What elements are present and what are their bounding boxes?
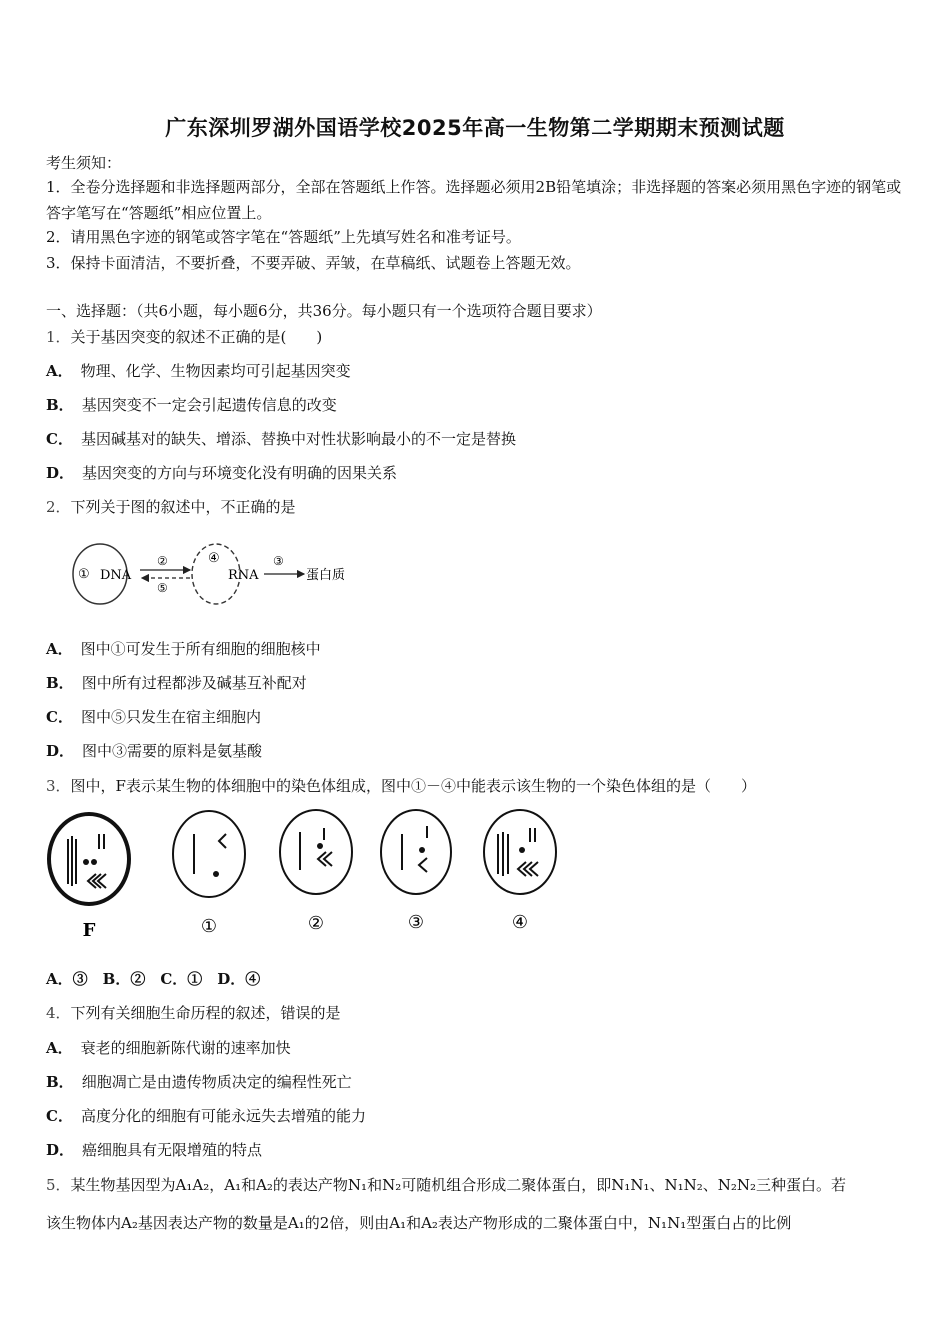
label-f: F xyxy=(82,920,96,941)
q4-option-b: B． 细胞凋亡是由遗传物质决定的编程性死亡 xyxy=(46,1073,352,1091)
cell-3 xyxy=(381,810,451,894)
label-dna: DNA xyxy=(100,568,132,583)
notice-item-3: 3．保持卡面清洁，不要折叠，不要弄破、弄皱，在草稿纸、试题卷上答题无效。 xyxy=(46,254,581,272)
question-stem: 下列关于图的叙述中，不正确的是 xyxy=(70,498,296,516)
q1-option-d: D． 基因突变的方向与环境变化没有明确的因果关系 xyxy=(46,464,398,482)
question-number: 2． xyxy=(46,498,71,516)
q4-option-a: A． 衰老的细胞新陈代谢的速率加快 xyxy=(46,1039,291,1057)
cell-1 xyxy=(173,811,245,897)
question-number: 5． xyxy=(46,1176,71,1194)
question-5 xyxy=(46,1174,846,1195)
q4-option-c: C． 高度分化的细胞有可能永远失去增殖的能力 xyxy=(46,1107,366,1125)
label-4: ④ xyxy=(208,551,220,566)
section-heading: 一、选择题：（共6小题，每小题6分，共36分。每小题只有一个选项符合题目要求） xyxy=(46,302,602,320)
question-1 xyxy=(46,326,322,347)
label-3: ③ xyxy=(273,554,284,568)
question-stem: 下列有关细胞生命历程的叙述，错误的是 xyxy=(70,1004,341,1022)
label-5: ⑤ xyxy=(157,581,168,595)
question-number: 1． xyxy=(46,328,71,346)
q2-option-a: A． 图中①可发生于所有细胞的细胞核中 xyxy=(46,640,321,658)
label-rna: RNA xyxy=(228,568,259,583)
q4-option-d: D． 癌细胞具有无限增殖的特点 xyxy=(46,1141,263,1159)
question-4 xyxy=(46,1002,341,1023)
label-2: ② xyxy=(157,554,168,568)
notice-heading: 考生须知： xyxy=(46,154,122,172)
q1-option-a: A． 物理、化学、生物因素均可引起基因突变 xyxy=(46,362,351,380)
label-1: ① xyxy=(200,916,218,937)
question-3 xyxy=(46,775,756,796)
q3-options: A．③ B．② C．① D．④ xyxy=(46,970,261,988)
q2-option-d: D． 图中③需要的原料是氨基酸 xyxy=(46,742,263,760)
notice-item-1: 1．全卷分选择题和非选择题两部分，全部在答题纸上作答。选择题必须用2B铅笔填涂；非选择题的答案必须用黑色字迹的钢笔或答字笔写在“答题纸”相应位置上。 xyxy=(46,178,902,222)
question-number: 4． xyxy=(46,1004,71,1022)
label-2: ② xyxy=(307,913,325,934)
q2-option-b: B． 图中所有过程都涉及碱基互补配对 xyxy=(46,674,307,692)
q1-option-c: C． 基因碱基对的缺失、增添、替换中对性状影响最小的不一定是替换 xyxy=(46,430,516,448)
cell-2 xyxy=(280,810,352,894)
question-stem-line-1: 某生物基因型为A₁A₂，A₁和A₂的表达产物N₁和N₂可随机组合形成二聚体蛋白，即N₁N₁、N₁N₂、N₂N₂三种蛋白。若 xyxy=(70,1176,847,1194)
label-3: ③ xyxy=(407,912,425,933)
question-5-line-2: 该生物体内A₂基因表达产物的数量是A₁的2倍，则由A₁和A₂表达产物形成的二聚体蛋白中，N₁N₁型蛋白占的比例 xyxy=(46,1214,792,1232)
q1-option-b: B． 基因突变不一定会引起遗传信息的改变 xyxy=(46,396,337,414)
q2-option-c: C． 图中⑤只发生在宿主细胞内 xyxy=(46,708,261,726)
question-number: 3． xyxy=(46,777,71,795)
question-stem: 关于基因突变的叙述不正确的是( ) xyxy=(70,328,323,346)
label-1: ① xyxy=(78,567,90,582)
central-dogma-diagram xyxy=(68,540,368,610)
question-2 xyxy=(46,496,296,517)
chromosome-figure xyxy=(44,804,574,944)
question-stem: 图中，F表示某生物的体细胞中的染色体组成，图中①－④中能表示该生物的一个染色体组的是（ ） xyxy=(70,777,756,795)
cell-f xyxy=(49,814,129,904)
label-4: ④ xyxy=(511,912,529,933)
cell-4 xyxy=(484,810,556,894)
label-protein: 蛋白质 xyxy=(306,568,346,583)
page-title: 广东深圳罗湖外国语学校2025年高一生物第二学期期末预测试题 xyxy=(165,116,785,140)
notice-item-2: 2．请用黑色字迹的钢笔或答字笔在“答题纸”上先填写姓名和准考证号。 xyxy=(46,228,521,246)
